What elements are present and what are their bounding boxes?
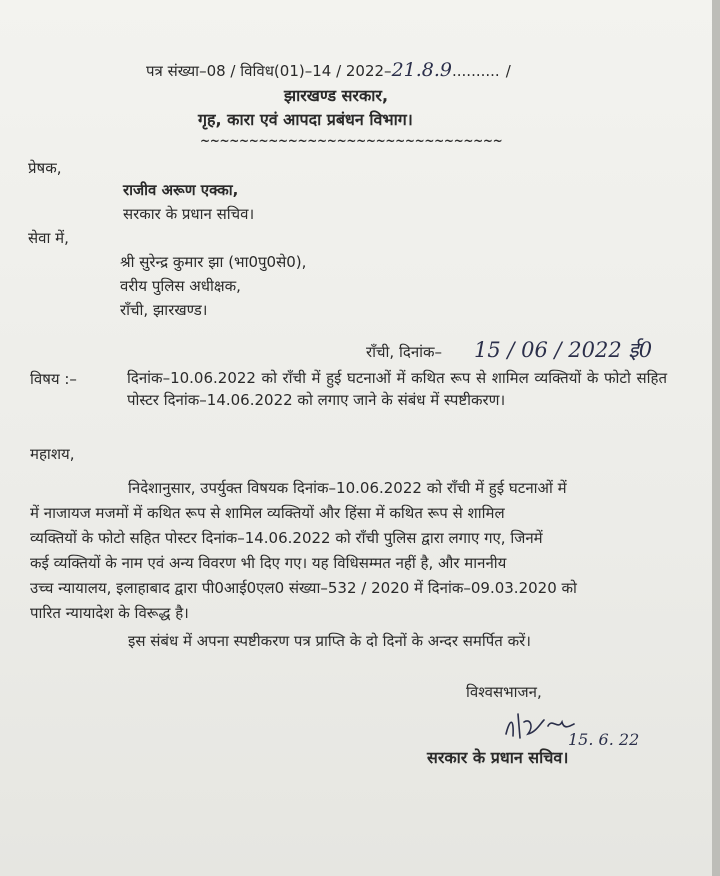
recipient-line: श्री सुरेन्द्र कुमार झा (भा0पु0से0), bbox=[120, 253, 307, 271]
recipient-line: वरीय पुलिस अधीक्षक, bbox=[120, 277, 241, 295]
to-label: सेवा में, bbox=[28, 229, 69, 247]
letter-number bbox=[146, 60, 511, 81]
body-line: कई व्यक्तियों के नाम एवं अन्य विवरण भी दिए गए। यह विधिसम्मत नहीं है, और माननीय bbox=[30, 554, 507, 572]
subject-label: विषय :– bbox=[30, 370, 77, 388]
sender-label: प्रेषक, bbox=[28, 159, 62, 177]
letter-number-text: पत्र संख्या–08 / विविध(01)–14 / 2022– bbox=[146, 62, 392, 80]
heading-separator: ~~~~~~~~~~~~~~~~~~~~~~~~~~~~~~~ bbox=[200, 134, 503, 148]
government-heading: झारखण्ड सरकार, bbox=[284, 86, 389, 105]
sender-title: सरकार के प्रधान सचिव। bbox=[123, 205, 255, 223]
letter-number-end: / bbox=[505, 62, 511, 80]
letter-number-dots: .......... bbox=[452, 62, 500, 80]
letter-number-handwritten: 21.8.9 bbox=[391, 59, 452, 81]
subject-text: दिनांक–10.06.2022 को राँची में हुई घटनाओं में कथित रूप से शामिल व्यक्तियों के फोटो सहित पोस्टर दिनांक–14.06.2022 को लगाए जाने के संबंध में स्पष्टीकरण। bbox=[127, 369, 667, 409]
body-paragraph-2: इस संबंध में अपना स्पष्टीकरण पत्र प्राप्ति के दो दिनों के अन्दर समर्पित करें। bbox=[128, 632, 531, 650]
body-line: में नाजायज मजमों में कथित रूप से शामिल व्यक्तियों और हिंसा में कथित रूप से शामिल bbox=[30, 504, 505, 522]
date-handwritten: 15 / 06 / 2022 ई0 bbox=[474, 338, 653, 362]
closing: विश्वसभाजन, bbox=[466, 683, 542, 701]
recipient-line: राँची, झारखण्ड। bbox=[120, 301, 208, 319]
signer-title: सरकार के प्रधान सचिव। bbox=[427, 748, 569, 767]
body-line: उच्च न्यायालय, इलाहाबाद द्वारा पी0आई0एल0 संख्या–532 / 2020 में दिनांक–09.03.2020 को bbox=[30, 579, 577, 597]
salutation: महाशय, bbox=[30, 445, 75, 463]
page-edge bbox=[712, 0, 720, 876]
date-label: राँची, दिनांक– bbox=[366, 343, 443, 361]
body-line: निदेशानुसार, उपर्युक्त विषयक दिनांक–10.06.2022 को राँची में हुई घटनाओं में bbox=[128, 479, 567, 497]
department-heading: गृह, कारा एवं आपदा प्रबंधन विभाग। bbox=[198, 110, 413, 129]
signature-date: 15. 6. 22 bbox=[568, 730, 640, 749]
body-line: व्यक्तियों के फोटो सहित पोस्टर दिनांक–14.06.2022 को राँची पुलिस द्वारा लगाए गए, जिनमें bbox=[30, 529, 543, 547]
sender-name: राजीव अरूण एक्का, bbox=[123, 181, 239, 199]
body-line: पारित न्यायादेश के विरूद्ध है। bbox=[30, 604, 189, 622]
